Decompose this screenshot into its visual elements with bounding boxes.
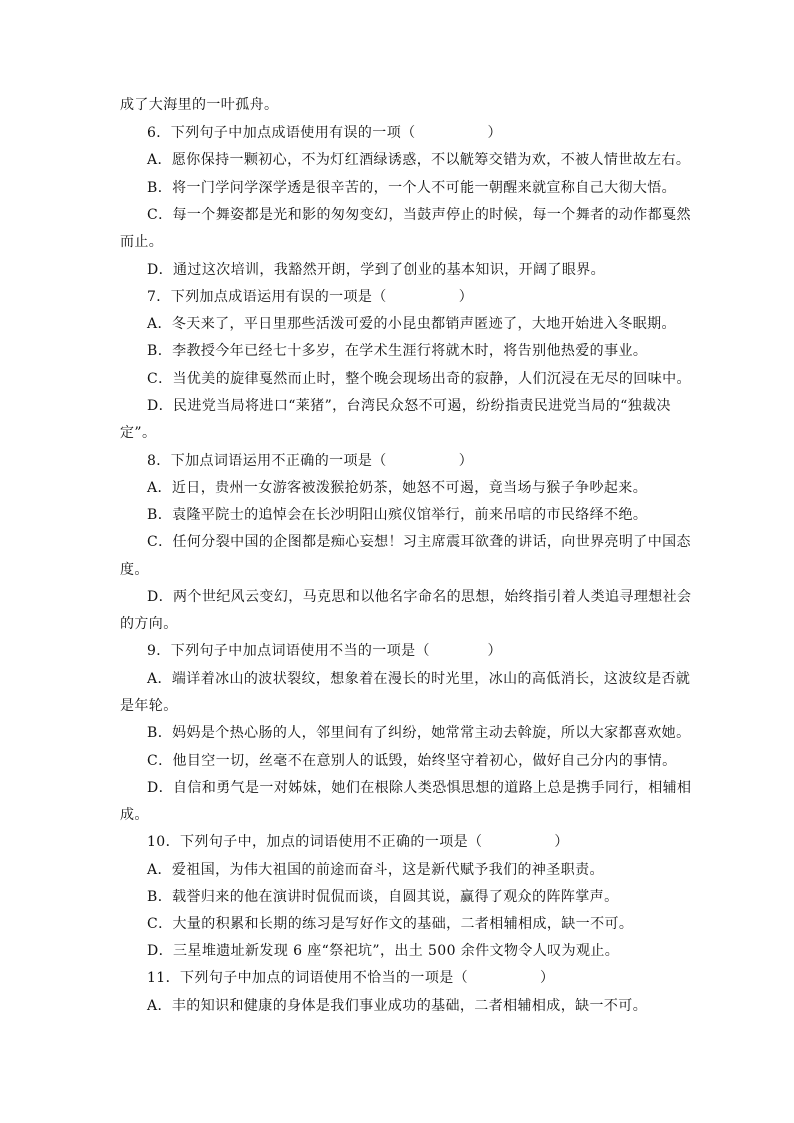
question-9-option-d: D．自信和勇气是一对姊妹，她们在根除人类恐惧思想的道路上总是携手同行，相辅相 <box>147 780 692 796</box>
question-6-option-c: C．每一个舞姿都是光和影的匆匆变幻，当鼓声停止的时候，每一个舞者的动作都戛然 <box>147 207 691 223</box>
question-7-option-d: D．民进党当局将进口“莱猪”，台湾民众怒不可遏，纷纷指责民进党当局的“独裁决 <box>147 398 671 414</box>
question-9-option-d-cont: 成。 <box>120 807 149 823</box>
question-8-option-a: A．近日，贵州一女游客被泼猴抢奶茶，她怒不可遏，竟当场与猴子争吵起来。 <box>147 480 648 496</box>
question-9-option-b: B．妈妈是个热心肠的人，邻里间有了纠纷，她常常主动去斡旋，所以大家都喜欢她。 <box>147 725 691 741</box>
question-9-stem: 9．下列句子中加点词语使用不当的一项是（ ） <box>147 643 502 659</box>
question-6-option-d: D．通过这次培训，我豁然开朗，学到了创业的基本知识，开阔了眼界。 <box>147 262 606 278</box>
question-7-option-d-cont: 定”。 <box>120 425 157 441</box>
question-9-option-c: C．他目空一切，丝毫不在意别人的诋毁，始终坚守着初心，做好自己分内的事情。 <box>147 753 677 769</box>
question-9-option-a: A．端详着冰山的波状裂纹，想象着在漫长的时光里，冰山的高低消长，这波纹是否就 <box>147 671 691 687</box>
question-11-option-a: A．丰的知识和健康的身体是我们事业成功的基础，二者相辅相成，缺一不可。 <box>147 998 648 1014</box>
question-10-option-d: D．三星堆遗址新发现 6 座“祭祀坑”，出土 500 余件文物令人叹为观止。 <box>147 943 620 959</box>
question-10-option-a: A．爱祖国，为伟大祖国的前途而奋斗，这是新代赋予我们的神圣职责。 <box>147 862 604 878</box>
question-6-stem: 6．下列句子中加点成语使用有误的一项（ ） <box>147 125 502 141</box>
question-8-option-d: D．两个世纪风云变幻，马克思和以他名字命名的思想，始终指引着人类追寻理想社会 <box>147 589 692 605</box>
question-7-option-a: A．冬天来了，平日里那些活泼可爱的小昆虫都销声匿迹了，大地开始进入冬眠期。 <box>147 316 676 332</box>
question-8-option-d-cont: 的方向。 <box>120 616 178 632</box>
question-10-option-b: B．载誉归来的他在演讲时侃侃而谈，自圆其说，赢得了观众的阵阵掌声。 <box>147 889 619 905</box>
question-8-stem: 8．下加点词语运用不正确的一项是（ ） <box>147 453 474 469</box>
question-10-option-c: C．大量的积累和长期的练习是写好作文的基础，二者相辅相成，缺一不可。 <box>147 916 634 932</box>
question-7-stem: 7．下列加点成语运用有误的一项是（ ） <box>147 289 474 305</box>
question-7-option-b: B．李教授今年已经七十多岁，在学术生涯行将就木时，将告别他热爱的事业。 <box>147 343 648 359</box>
question-7-option-c: C．当优美的旋律戛然而止时，整个晚会现场出奇的寂静，人们沉浸在无尽的回味中。 <box>147 371 691 387</box>
question-8-option-c: C．任何分裂中国的企图都是痴心妄想！习主席震耳欲聋的讲话，向世界亮明了中国态 <box>147 534 691 550</box>
question-11-stem: 11．下列句子中加点的词语使用不恰当的一项是（ ） <box>147 970 555 986</box>
question-6-option-a: A．愿你保持一颗初心，不为灯红酒绿诱惑，不以觥筹交错为欢，不被人情世故左右。 <box>147 152 691 168</box>
question-6-option-b: B．将一门学问学深学透是很辛苦的，一个人不可能一朝醒来就宣称自己大彻大悟。 <box>147 180 677 196</box>
question-8-option-c-cont: 度。 <box>120 562 149 578</box>
question-6-option-c-cont: 而止。 <box>120 234 164 250</box>
question-10-stem: 10．下列句子中，加点的词语使用不正确的一项是（ ） <box>147 834 569 850</box>
question-9-option-a-cont: 是年轮。 <box>120 698 178 714</box>
text-line: 成了大海里的一叶孤舟。 <box>120 97 279 113</box>
question-8-option-b: B．袁隆平院士的追悼会在长沙明阳山殡仪馆举行，前来吊唁的市民络绎不绝。 <box>147 507 648 523</box>
